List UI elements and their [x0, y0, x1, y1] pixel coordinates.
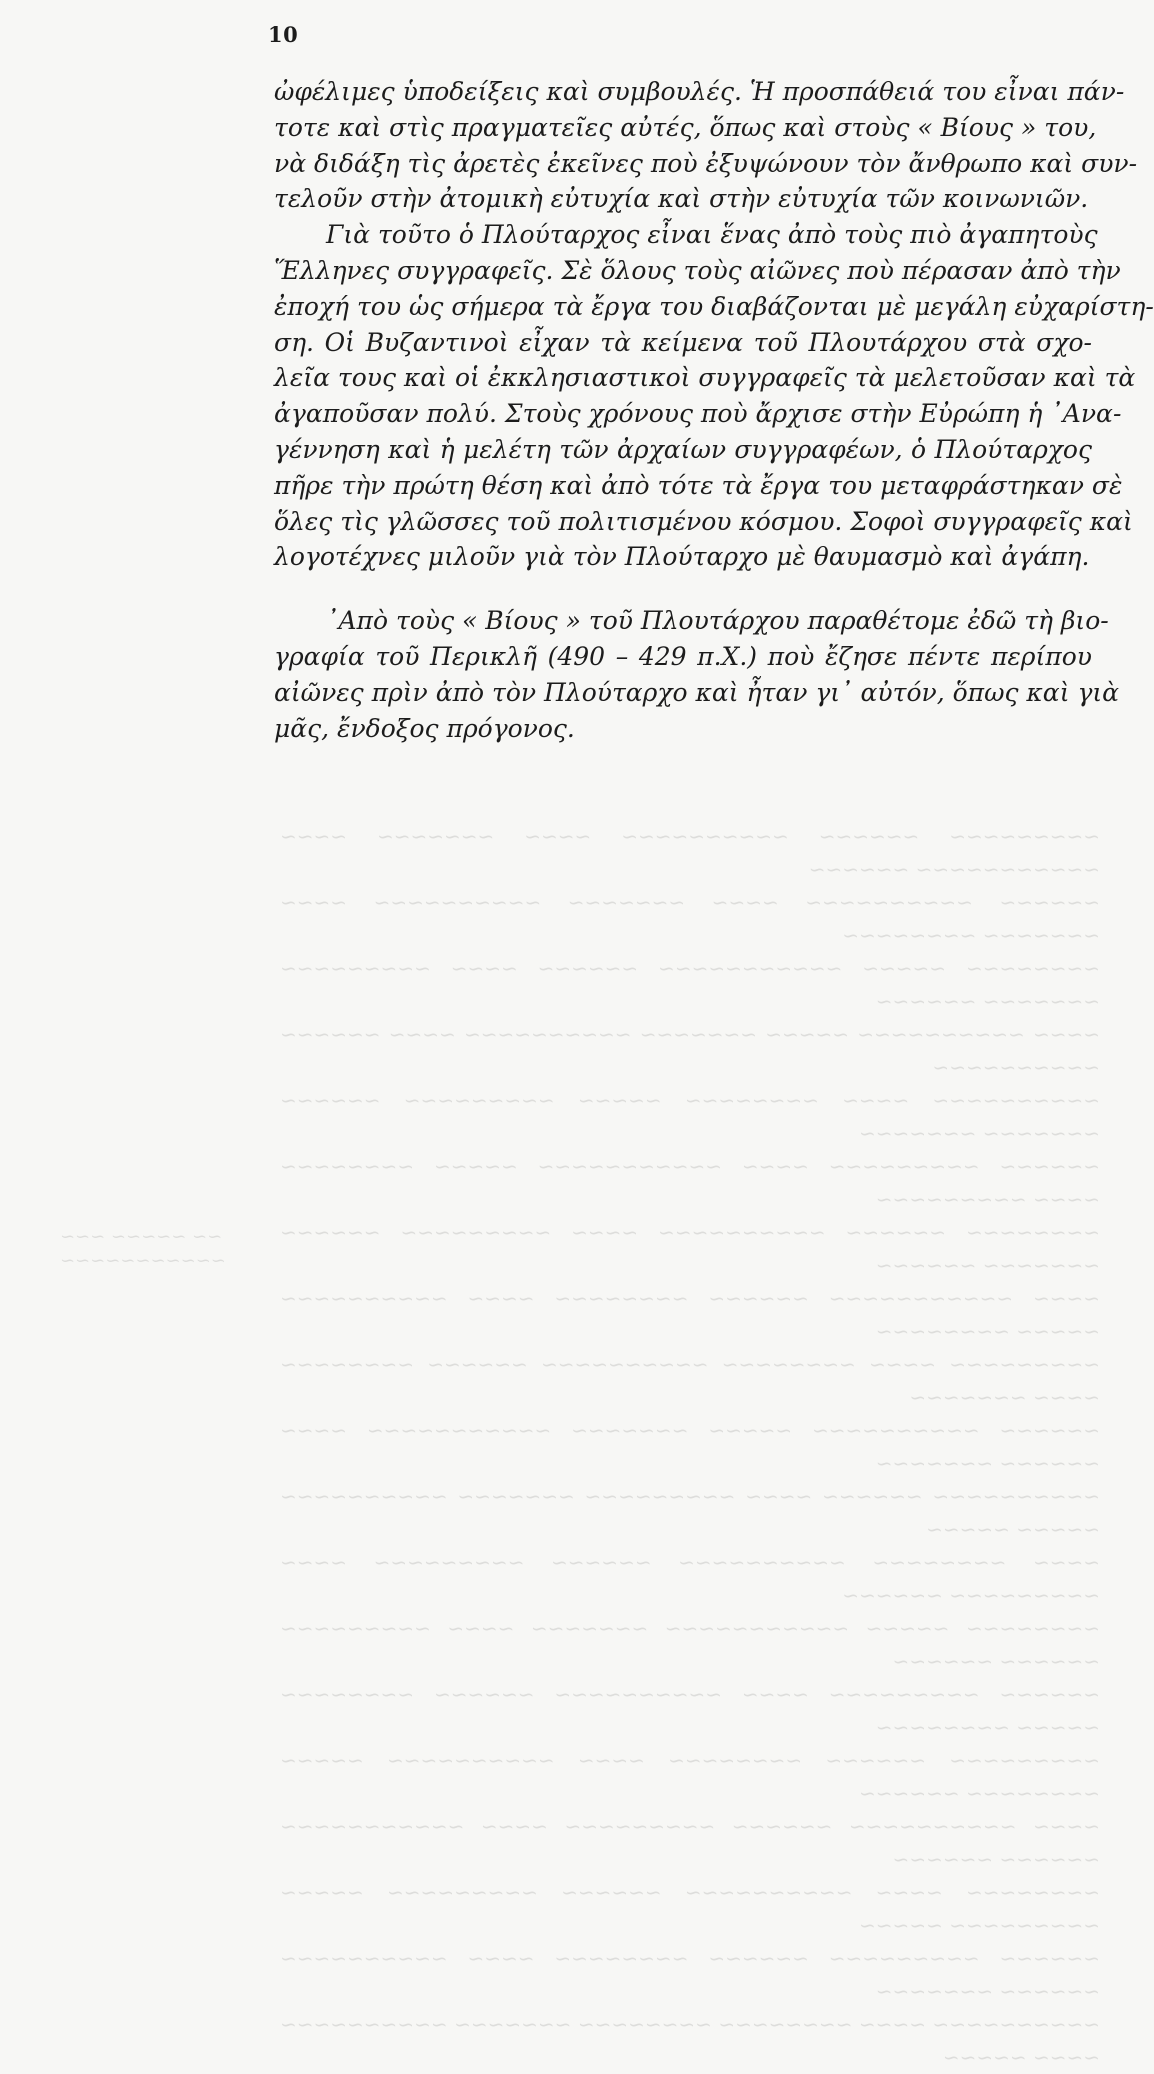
text-line: γέννηση καὶ ἡ μελέτη τῶν ἀρχαίων συγγραφέων, ὁ Πλούταρχος — [274, 434, 1092, 464]
text-line: ὅλες τὶς γλῶσσες τοῦ πολιτισμένου κόσμου. Σοφοὶ συγγραφεῖς καὶ — [274, 506, 1133, 536]
paragraph-spacer — [274, 575, 1092, 603]
text-line: μᾶς, ἔνδοξος πρόγονος. — [274, 713, 575, 743]
text-line: λεῖα τους καὶ οἱ ἐκκλησιαστικοὶ συγγραφεῖς τὰ μελετοῦσαν καὶ τὰ — [274, 363, 1136, 393]
reverse-side-margin-note: ~~ ~~~~~ ~~~ ~~~~~~~~~~~ — [60, 1226, 226, 1271]
text-line: ἐποχή του ὡς σήμερα τὰ ἔργα του διαβάζονται μὲ μεγάλη εὐχαρίστη- — [274, 291, 1154, 321]
text-line: ἀγαποῦσαν πολύ. Στοὺς χρόνους ποὺ ἄρχισε στὴν Εὐρώπη ἡ ᾿Ανα- — [274, 399, 1122, 429]
body-text — [274, 74, 1154, 746]
text-line: γραφία τοῦ Περικλῆ (490 – 429 π.Χ.) ποὺ ἔζησε πέντε περίπου — [274, 641, 1092, 671]
text-line: ᾿Απὸ τοὺς « Βίους » τοῦ Πλουτάρχου παραθέτομε ἐδῶ τὴ βιο- — [326, 606, 1109, 636]
text-line: λογοτέχνες μιλοῦν γιὰ τὸν Πλούταρχο μὲ θαυμασμὸ καὶ ἀγάπη. — [274, 542, 1090, 572]
text-line: Ἕλληνες συγγραφεῖς. Σὲ ὅλους τοὺς αἰῶνες ποὺ πέρασαν ἀπὸ τὴν — [274, 255, 1121, 285]
text-line: αἰῶνες πρὶν ἀπὸ τὸν Πλούταρχο καὶ ἦταν γι᾿ αὐτόν, ὅπως καὶ γιὰ — [274, 677, 1120, 707]
text-line: Γιὰ τοῦτο ὁ Πλούταρχος εἶναι ἕνας ἀπὸ τοὺς πιὸ ἀγαπητοὺς — [326, 220, 1098, 250]
text-line: ὠφέλιμες ὑποδείξεις καὶ συμβουλές. Ἡ προσπάθειά του εἶναι πάν- — [274, 77, 1125, 106]
text-line: τοτε καὶ στὶς πραγματεῖες αὐτές, ὅπως καὶ στοὺς « Βίους » του, — [274, 112, 1097, 142]
text-line: πῆρε τὴν πρώτη θέση καὶ ἀπὸ τότε τὰ ἔργα του μεταφράστηκαν σὲ — [274, 470, 1123, 500]
paragraph — [274, 603, 1120, 746]
page-number: 10 — [268, 22, 299, 47]
text-line: ση. Οἱ Βυζαντινοὶ εἶχαν τὰ κείμενα τοῦ Πλουτάρχου στὰ σχο- — [274, 327, 1092, 357]
text-line: τελοῦν στὴν ἀτομικὴ εὐτυχία καὶ στὴν εὐτυχία τῶν κοινωνιῶν. — [274, 184, 1089, 214]
paragraph — [274, 74, 1138, 217]
text-line: νὰ διδάξη τὶς ἀρετὲς ἐκεῖνες ποὺ ἐξυψώνουν τὸν ἄνθρωπο καὶ συν- — [274, 148, 1138, 178]
reverse-side-bleed-through: ~~~~~~~~~ ~~~~~~ ~~~~~~~~~~ ~~~~ ~~~~~~~ ~~~~ ~~~~~~~~~~~ ~~~~~~ ~~~~~~ ~~~~~~~~~~ ~~~~ ~~~~~~~ ~~~~~~~~~~ ~~~~ ~~~~~~~ ~~~~~~~~ ~~~~~~~~ ~~~~~ ~~~~~~~~~~~ ~~~~~~ ~~~~ ~~~~~~~~~ ~~~~~~~ ~~~~~~ ~~~~ ~~~~~~~~~~ ~~~~~ ~~~~~~~ ~~~~~~~~~~ ~~~~ ~~~~~~ ~~~~~~~~~~ ~~~~~~~~~~ ~~~~ ~~~~~~~~ ~~~~~ ~~~~~~~~~ ~~~~~~ ~~~~~~~ ~~~~~~~ ~~~~~~ ~~~~~~~~~ ~~~~ ~~~~~~~~~~~ ~~~~~ ~~~~~~~~ ~~~~ ~~~~~~~~~ ~~~~~~~~ ~~~~~~ ~~~~~~~~~~ ~~~~ ~~~~~~~~~ ~~~~~~ ~~~~~~~ ~~~~~~ ~~~~ ~~~~~~~~~~~ ~~~~~~ ~~~~~~~~ ~~~~ ~~~~~~~~~~ ~~~~~ ~~~~~~~~ ~~~~~~~~~ ~~~~ ~~~~~~~~ ~~~~~~~~~~ ~~~~~~ ~~~~~~~~ ~~~~ ~~~~~~~ ~~~~~~ ~~~~~~~~~~ ~~~~~ ~~~~~~~ ~~~~~~~~~~~ ~~~~ ~~~~~~ ~~~~~~~ ~~~~~~~~~~ ~~~~~~ ~~~~ ~~~~~~~~~ ~~~~~~~ ~~~~~~~~~~ ~~~~~ ~~~~~ ~~~~ ~~~~~~~~ ~~~~~~~~~~ ~~~~~~ ~~~~~~~~~ ~~~~ ~~~~~~~~~ ~~~~~~ ~~~~~~~~ ~~~~~ ~~~~~~~~~~~ ~~~~~~~ ~~~~ ~~~~~~~~~ ~~~~~~ ~~~~~~ ~~~~~~ ~~~~~~~~~ ~~~~ ~~~~~~~~~~ ~~~~~~ ~~~~~~~~ ~~~~~ ~~~~~~~~ ~~~~~~~~~ ~~~~~~ ~~~~~~~~ ~~~~ ~~~~~~~~~~ ~~~~~ ~~~~~~~~ ~~~~~~ ~~~~ ~~~~~~~~~~ ~~~~~~ ~~~~~~~~~ ~~~~ ~~~~~~~~~~~ ~~~~~~ ~~~~~~ ~~~~~~~~ ~~~~ ~~~~~~~~~~ ~~~~~~ ~~~~~~~~~ ~~~~~ ~~~~~~~~~ ~~~~~ ~~~~~~ ~~~~~~~~~ ~~~~~~ ~~~~~~~~ ~~~~ ~~~~~~~~~~ ~~~~~~ ~~~~~~~ ~~~~~~~~~~ ~~~~ ~~~~~~~~ ~~~~~~~~ ~~~~~~~ ~~~~~~~~~~ ~~~~ ~~~~~ — [280, 824, 1100, 2069]
paragraph — [274, 217, 1154, 575]
